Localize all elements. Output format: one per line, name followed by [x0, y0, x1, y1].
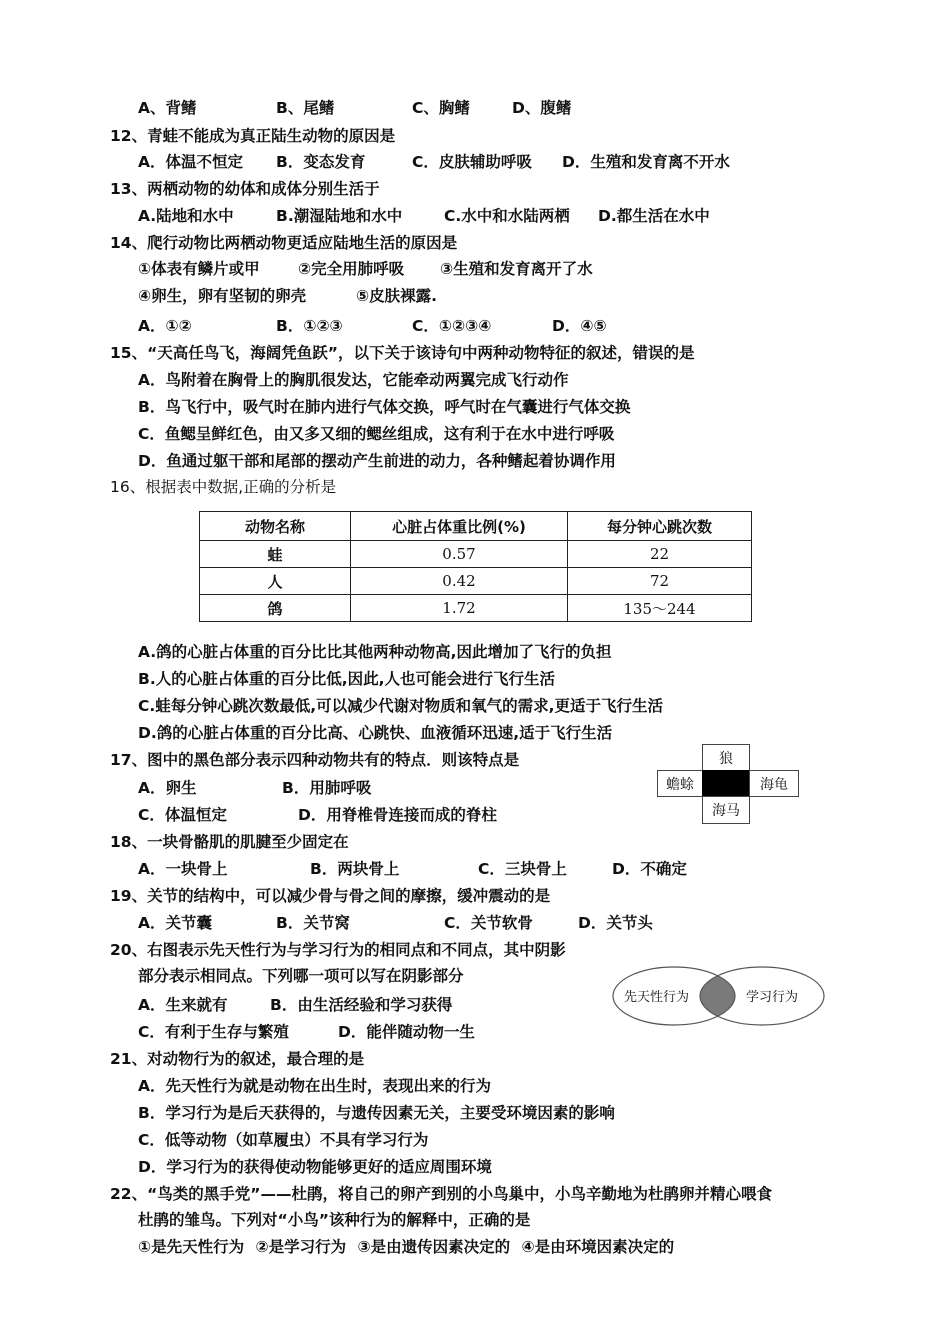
table-row — [200, 595, 752, 622]
table-header: 每分钟心跳次数 — [568, 512, 752, 541]
q14-item-1: ①体表有鳞片或甲 — [138, 260, 260, 278]
behavior-venn-diagram — [612, 965, 826, 1027]
venn-left-label: 先天性行为 — [624, 990, 690, 1005]
q20-option-d: D．能伴随动物一生 — [338, 1023, 475, 1041]
q15-option-c: C．鱼鳃呈鲜红色，由又多又细的鳃丝组成，这有利于在水中进行呼吸 — [138, 425, 615, 443]
q19-option-b: B．关节窝 — [276, 914, 350, 932]
q20-option-c: C．有利于生存与繁殖 — [138, 1023, 289, 1041]
q12-option-d: D．生殖和发育离不开水 — [562, 153, 730, 171]
diagram-cell-bottom: 海马 — [702, 796, 750, 824]
q16-option-c: C.蛙每分钟心跳次数最低,可以减少代谢对物质和氧气的需求,更适于飞行生活 — [138, 697, 664, 715]
q14-item-2: ②完全用肺呼吸 — [298, 260, 405, 278]
q22-items: ①是先天性行为 ②是学习行为 ③是由遗传因素决定的 ④是由环境因素决定的 — [138, 1238, 675, 1256]
q17-option-d: D．用脊椎骨连接而成的脊柱 — [298, 806, 497, 824]
q22-stem-line2: 杜鹃的雏鸟。下列对“小鸟”该种行为的解释中，正确的是 — [138, 1211, 531, 1229]
q21-option-b: B．学习行为是后天获得的，与遗传因素无关，主要受环境因素的影响 — [138, 1104, 615, 1122]
q13-option-a: A.陆地和水中 — [138, 207, 234, 225]
q20-stem-line2: 部分表示相同点。下列哪一项可以写在阴影部分 — [138, 967, 464, 985]
q15-stem: 15、“天高任鸟飞，海阔凭鱼跃”，以下关于该诗句中两种动物特征的叙述，错误的是 — [110, 344, 695, 362]
table-cell: 72 — [568, 568, 752, 595]
table-cell: 鸽 — [200, 595, 351, 622]
q20-option-a: A．生来就有 — [138, 996, 228, 1014]
q16-option-d: D.鸽的心脏占体重的百分比高、心跳快、血液循环迅速,适于飞行生活 — [138, 724, 613, 742]
q12-stem: 12、青蛙不能成为真正陆生动物的原因是 — [110, 127, 396, 145]
q17-stem: 17、图中的黑色部分表示四种动物共有的特点．则该特点是 — [110, 751, 520, 769]
q11-option-c: C、胸鳍 — [412, 99, 470, 117]
q18-stem: 18、一块骨骼肌的肌腱至少固定在 — [110, 833, 349, 851]
q11-option-b: B、尾鳍 — [276, 99, 335, 117]
table-cell: 人 — [200, 568, 351, 595]
q21-option-d: D．学习行为的获得使动物能够更好的适应周围环境 — [138, 1158, 492, 1176]
diagram-cell-top: 狼 — [702, 744, 750, 771]
table-header: 心脏占体重比例(%) — [351, 512, 568, 541]
q14-option-b: B．①②③ — [276, 317, 343, 335]
q16-stem: 16、根据表中数据,正确的分析是 — [110, 478, 337, 496]
animal-cross-diagram — [657, 744, 799, 824]
q16-option-a: A.鸽的心脏占体重的百分比比其他两种动物高,因此增加了飞行的负担 — [138, 643, 612, 661]
q18-option-c: C．三块骨上 — [478, 860, 567, 878]
q13-option-b: B.潮湿陆地和水中 — [276, 207, 403, 225]
q14-item-4: ④卵生，卵有坚韧的卵壳 — [138, 287, 307, 305]
q22-stem-line1: 22、“鸟类的黑手党”——杜鹃，将自己的卵产到别的小鸟巢中，小鸟辛勤地为杜鹃卵并精心喂食 — [110, 1185, 772, 1203]
q17-option-b: B．用肺呼吸 — [282, 779, 372, 797]
q14-item-5: ⑤皮肤裸露. — [356, 287, 438, 305]
venn-right-label: 学习行为 — [746, 990, 799, 1005]
q19-option-c: C．关节软骨 — [444, 914, 533, 932]
q18-option-a: A．一块骨上 — [138, 860, 228, 878]
q17-option-a: A．卵生 — [138, 779, 197, 797]
q14-option-d: D．④⑤ — [552, 317, 607, 335]
q21-option-c: C．低等动物（如草履虫）不具有学习行为 — [138, 1131, 429, 1149]
q15-option-a: A．鸟附着在胸骨上的胸肌很发达，它能牵动两翼完成飞行动作 — [138, 371, 569, 389]
q14-item-3: ③生殖和发育离开了水 — [440, 260, 593, 278]
q12-option-b: B．变态发育 — [276, 153, 366, 171]
q20-stem-line1: 20、右图表示先天性行为与学习行为的相同点和不同点，其中阴影 — [110, 941, 566, 959]
q21-option-a: A．先天性行为就是动物在出生时，表现出来的行为 — [138, 1077, 491, 1095]
q15-option-d: D．鱼通过躯干部和尾部的摆动产生前进的动力，各种鳍起着协调作用 — [138, 452, 616, 470]
diagram-black-center — [702, 770, 750, 797]
table-cell: 蛙 — [200, 541, 351, 568]
table-cell: 135～244 — [568, 595, 752, 622]
q18-option-d: D．不确定 — [612, 860, 687, 878]
q13-stem: 13、两栖动物的幼体和成体分别生活于 — [110, 180, 380, 198]
table-header-row — [200, 512, 752, 541]
q12-option-a: A．体温不恒定 — [138, 153, 243, 171]
q18-option-b: B．两块骨上 — [310, 860, 400, 878]
q21-stem: 21、对动物行为的叙述，最合理的是 — [110, 1050, 365, 1068]
diagram-cell-right: 海龟 — [749, 770, 799, 797]
diagram-cell-left: 蟾蜍 — [657, 770, 703, 797]
q14-option-a: A．①② — [138, 317, 192, 335]
q19-option-a: A．关节囊 — [138, 914, 212, 932]
heart-data-table — [199, 511, 752, 622]
table-cell: 22 — [568, 541, 752, 568]
q19-option-d: D．关节头 — [578, 914, 653, 932]
q14-stem: 14、爬行动物比两栖动物更适应陆地生活的原因是 — [110, 234, 458, 252]
q12-option-c: C．皮肤辅助呼吸 — [412, 153, 532, 171]
table-header: 动物名称 — [200, 512, 351, 541]
table-cell: 1.72 — [351, 595, 568, 622]
q17-option-c: C．体温恒定 — [138, 806, 227, 824]
q13-option-c: C.水中和水陆两栖 — [444, 207, 570, 225]
table-cell: 0.42 — [351, 568, 568, 595]
table-cell: 0.57 — [351, 541, 568, 568]
q11-option-a: A、背鳍 — [138, 99, 197, 117]
table-row — [200, 568, 752, 595]
q14-option-c: C．①②③④ — [412, 317, 492, 335]
q16-option-b: B.人的心脏占体重的百分比低,因此,人也可能会进行飞行生活 — [138, 670, 555, 688]
q15-option-b: B．鸟飞行中，吸气时在肺内进行气体交换，呼气时在气囊进行气体交换 — [138, 398, 631, 416]
q13-option-d: D.都生活在水中 — [598, 207, 710, 225]
q11-option-d: D、腹鳍 — [512, 99, 572, 117]
q19-stem: 19、关节的结构中，可以减少骨与骨之间的摩擦，缓冲震动的是 — [110, 887, 551, 905]
table-row — [200, 541, 752, 568]
q20-option-b: B．由生活经验和学习获得 — [270, 996, 453, 1014]
